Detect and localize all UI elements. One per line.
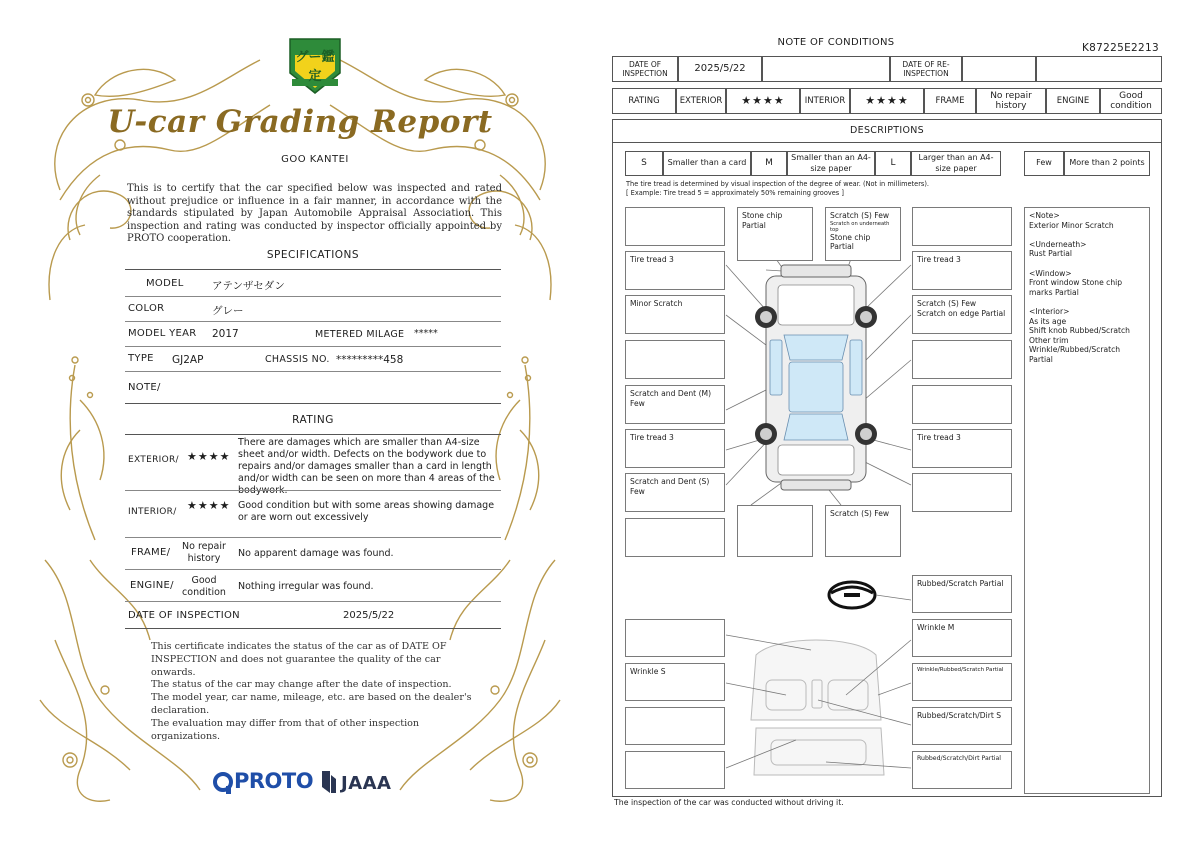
proto-brand: PROTO	[234, 769, 314, 793]
exterior-box-scratch-dent-s: Scratch and Dent (S) Few	[625, 473, 725, 512]
conditions-title: NOTE OF CONDITIONS	[777, 37, 895, 48]
engine-label: ENGINE	[1046, 88, 1100, 114]
disclaimer-line: declaration.	[151, 704, 210, 716]
certificate-disclaimer	[151, 641, 481, 743]
exterior-box-empty	[625, 340, 725, 379]
divider	[125, 434, 501, 435]
exterior-box-stone-chip: Stone chip Partial	[737, 207, 813, 261]
driving-disclaimer: The inspection of the car was conducted without driving it.	[614, 798, 844, 807]
note-line: <Interior>	[1029, 306, 1070, 316]
logo-text: グー鑑定	[295, 50, 335, 84]
note-line: <Underneath>	[1029, 239, 1087, 249]
metered-mileage-label: METERED MILAGE	[315, 329, 405, 340]
exterior-box-rear-scratch: Scratch (S) Few	[825, 505, 901, 557]
exterior-box-empty	[737, 505, 813, 557]
engine-value: Good condition	[182, 575, 226, 598]
disclaimer-line: The model year, car name, mileage, etc. are based on the dealer's	[151, 692, 472, 704]
specifications-heading: SPECIFICATIONS	[266, 249, 360, 261]
exterior-box-tire-rear-left: Tire tread 3	[625, 429, 725, 468]
exterior-box-empty	[625, 207, 725, 246]
legend-code-m: M	[751, 151, 787, 176]
frame-label: FRAME/	[131, 547, 171, 558]
exterior-stars: ★★★★	[726, 88, 800, 114]
note-line	[1029, 230, 1145, 240]
exterior-label: EXTERIOR	[676, 88, 726, 114]
note-line	[1029, 297, 1145, 307]
exterior-stars: ★★★★	[187, 450, 231, 463]
legend-text-m: Smaller than an A4-size paper	[787, 151, 875, 176]
right-scratch-label: Scratch (S) Few	[917, 299, 977, 308]
divider	[125, 403, 501, 404]
certification-statement: This is to certify that the car specified below was inspected and rated without prejudice or influence in a fair manner, in accordance with the standards stipulated by Japan Automobile Appraisal Association. This inspection and rating was conducted by inspector officially appointed by PROTO cooperation.	[127, 183, 502, 245]
exterior-box-empty	[912, 473, 1012, 512]
note-of-conditions-sheet	[606, 0, 1200, 848]
front-scratch-sub: Scratch on underneath top	[830, 220, 890, 233]
interior-stars: ★★★★	[850, 88, 924, 114]
note-line: As its age	[1029, 316, 1067, 326]
engine-value: Good condition	[1100, 88, 1162, 114]
divider	[125, 601, 501, 602]
exterior-box-empty	[912, 340, 1012, 379]
note-line: Rust Partial	[1029, 249, 1072, 259]
frame-value: No repair history	[976, 88, 1046, 114]
model-value: アテンザセダン	[212, 280, 285, 292]
legend-code-few: Few	[1024, 151, 1064, 176]
jaaa-brand: JAAA	[341, 773, 392, 794]
interior-box-steering: Rubbed/Scratch Partial	[912, 575, 1012, 613]
frame-label: FRAME	[924, 88, 976, 114]
interior-box-empty	[625, 751, 725, 789]
note-line: <Note>	[1029, 211, 1060, 220]
divider	[125, 269, 501, 270]
divider	[125, 569, 501, 570]
exterior-box-scratch-dent-m: Scratch and Dent (M) Few	[625, 385, 725, 424]
legend-text-l: Larger than an A4-size paper	[911, 151, 1001, 176]
date-of-inspection-label: DATE OF INSPECTION	[612, 56, 678, 82]
interior-box-wrinkle-m: Wrinkle M	[912, 619, 1012, 657]
report-code: K87225E2213	[1082, 42, 1159, 54]
interior-stars: ★★★★	[187, 499, 231, 512]
exterior-box-empty	[912, 207, 1012, 246]
note-line: Other trim	[1029, 335, 1069, 345]
exterior-box-tire-front-right: Tire tread 3	[912, 251, 1012, 290]
exterior-box-tire-front-left: Tire tread 3	[625, 251, 725, 290]
notes-box	[1024, 207, 1150, 794]
interior-box-rsd-s: Rubbed/Scratch/Dirt S	[912, 707, 1012, 745]
note-line: Exterior Minor Scratch	[1029, 220, 1114, 230]
divider	[125, 346, 501, 347]
color-label: COLOR	[128, 303, 165, 314]
metered-mileage-value: *****	[414, 328, 438, 339]
note-label: NOTE/	[128, 382, 161, 393]
proto-mark-icon	[213, 771, 233, 795]
interior-box-rsd-partial: Rubbed/Scratch/Dirt Partial	[912, 751, 1012, 789]
type-value: GJ2AP	[172, 354, 204, 366]
descriptions-heading: DESCRIPTIONS	[612, 119, 1162, 143]
color-value: グレー	[212, 305, 244, 317]
chassis-label: CHASSIS NO.	[265, 354, 330, 365]
disclaimer-line: The evaluation may differ from that of other inspection organizations.	[151, 717, 420, 742]
exterior-box-minor-scratch: Minor Scratch	[625, 295, 725, 334]
note-line: Partial	[1029, 354, 1053, 364]
date-of-inspection-value: 2025/5/22	[678, 56, 762, 82]
legend-text-few: More than 2 points	[1064, 151, 1150, 176]
exterior-box-front-scratch	[825, 207, 901, 261]
interior-box-wrinkle-s: Wrinkle S	[625, 663, 725, 701]
chassis-value: *********458	[336, 354, 404, 366]
date-of-inspection-label: DATE OF INSPECTION	[128, 610, 240, 621]
interior-label: INTERIOR/	[128, 507, 177, 517]
right-edge-scratch: Scratch on edge Partial	[917, 308, 1006, 318]
report-subtitle: GOO KANTEI	[281, 154, 349, 165]
interior-box-empty	[625, 707, 725, 745]
legend-code-s: S	[625, 151, 663, 176]
legend-code-l: L	[875, 151, 911, 176]
exterior-box-empty	[625, 518, 725, 557]
divider	[125, 628, 501, 629]
interior-box-wrs-partial: Wrinkle/Rubbed/Scratch Partial	[912, 663, 1012, 701]
disclaimer-line: The status of the car may change after the date of inspection.	[151, 679, 452, 691]
type-label: TYPE	[128, 353, 154, 364]
note-line: Front window Stone chip marks Partial	[1029, 278, 1123, 297]
front-scratch-label: Scratch (S) Few	[830, 211, 890, 220]
rating-label: RATING	[612, 88, 676, 114]
divider	[125, 321, 501, 322]
date-of-reinspection-label: DATE OF RE-INSPECTION	[890, 56, 962, 82]
exterior-box-right-scratch	[912, 295, 1012, 334]
engine-description: Nothing irregular was found.	[238, 581, 374, 592]
legend-text-s: Smaller than a card	[663, 151, 751, 176]
note-line: Shift knob Rubbed/Scratch	[1029, 326, 1130, 336]
divider	[125, 371, 501, 372]
frame-value: No repair history	[182, 541, 226, 564]
engine-label: ENGINE/	[130, 580, 174, 591]
front-stone-chip: Stone chip Partial	[830, 232, 871, 251]
tire-example: [ Example: Tire tread 5 = approximately 50% remaining grooves ]	[626, 189, 844, 197]
disclaimer-line: This certificate indicates the status of the car as of DATE OF	[151, 641, 447, 652]
interior-label: INTERIOR	[800, 88, 850, 114]
model-label: MODEL	[146, 278, 184, 289]
interior-description: Good condition but with some areas showing damage or are worn out excessively	[238, 500, 495, 523]
divider	[125, 537, 501, 538]
divider	[125, 490, 501, 491]
note-line: Wrinkle/Rubbed/Scratch	[1029, 345, 1121, 355]
note-line: <Window>	[1029, 268, 1072, 278]
exterior-box-empty	[912, 385, 1012, 424]
note-line	[1029, 259, 1145, 269]
jaaa-mark-icon	[318, 769, 338, 795]
tire-note: The tire tread is determined by visual inspection of the degree of wear. (Not in millimeters).	[626, 180, 930, 188]
exterior-box-tire-rear-right: Tire tread 3	[912, 429, 1012, 468]
divider	[125, 296, 501, 297]
exterior-description: There are damages which are smaller than A4-size sheet and/or width. Defects on the bodywork due to repairs and/or damages smaller than a card in length and/or width can be seen on more than 4 areas of the bodywork.	[238, 437, 495, 496]
frame-description: No apparent damage was found.	[238, 548, 394, 559]
interior-box-empty	[625, 619, 725, 657]
model-year-label: MODEL YEAR	[128, 328, 197, 339]
exterior-label: EXTERIOR/	[128, 455, 179, 465]
rating-heading: RATING	[292, 414, 334, 426]
model-year-value: 2017	[212, 328, 239, 340]
disclaimer-line: INSPECTION and does not guarantee the quality of the car onwards.	[151, 653, 441, 678]
date-of-inspection-value: 2025/5/22	[343, 610, 395, 621]
report-title: U-car Grading Report	[107, 104, 493, 140]
